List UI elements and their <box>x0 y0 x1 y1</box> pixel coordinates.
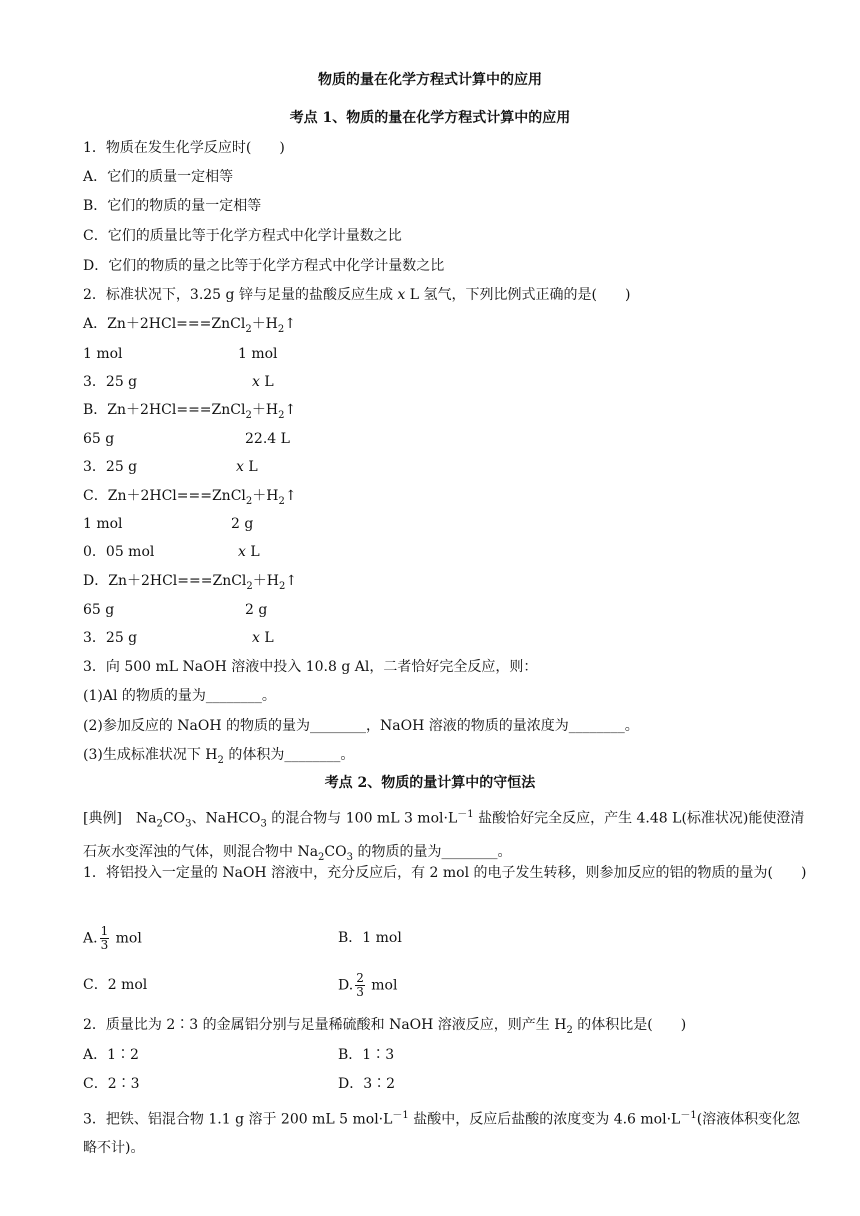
equation-subscript: 2 <box>279 580 286 592</box>
q1-option-a: A．它们的质量一定相等 <box>83 169 234 185</box>
q2-c-label: C． <box>83 488 108 504</box>
q2-a-label: A． <box>83 316 108 332</box>
subscript: 3 <box>346 852 353 864</box>
q3-stem: 3．向 500 mL NaOH 溶液中投入 10.8 g Al，二者恰好完全反应，则： <box>83 659 538 675</box>
practice-3-stem <box>83 1102 813 1162</box>
practice-2-option-c: C．2∶3 <box>83 1076 140 1092</box>
equation-text: ＋H <box>252 573 280 589</box>
practice-2-option-b: B．1∶3 <box>338 1047 395 1063</box>
q2-stem <box>83 285 630 305</box>
text: 的体积为________。 <box>223 747 355 763</box>
q2-c-row1-right: 2 g <box>231 516 254 532</box>
q2-option-a-equation <box>83 314 296 340</box>
subscript: 3 <box>185 818 192 830</box>
var-x: x <box>238 544 246 560</box>
equation-subscript: 2 <box>246 580 253 592</box>
numerator: 2 <box>356 971 364 985</box>
subscript: 2 <box>217 754 224 766</box>
text: 3．把铁、铝混合物 1.1 g 溶于 200 mL 5 mol·L <box>83 1111 393 1128</box>
section-heading-2: 考点 2、物质的量计算中的守恒法 <box>324 775 536 791</box>
q2-a-row1-right: 1 mol <box>238 346 278 362</box>
practice-1-option-c: C．2 mol <box>83 977 148 993</box>
subscript: 2 <box>156 818 163 830</box>
equation-text: ＋H <box>252 488 279 504</box>
fraction <box>355 972 365 999</box>
unit: mol <box>366 977 398 994</box>
text: 、NaHCO <box>191 810 261 827</box>
var-x: x <box>236 459 244 475</box>
q2-option-d-equation <box>83 571 297 597</box>
text: 的物质的量为________。 <box>353 844 512 861</box>
q2-d-row2-right <box>252 628 274 648</box>
subscript: 2 <box>318 852 325 864</box>
q2-b-row2-right <box>236 457 258 477</box>
equation-subscript: 2 <box>245 495 253 507</box>
q2-option-c-equation <box>83 486 297 512</box>
denominator: 3 <box>100 938 109 952</box>
q3-part-3 <box>83 745 354 771</box>
practice-1-option-a <box>83 925 142 952</box>
text: 的混合物与 100 mL 3 mol·L <box>266 810 458 827</box>
var-x: x <box>252 630 260 646</box>
equation-text: ＋H <box>251 316 278 332</box>
unit: L <box>248 459 258 475</box>
q2-c-row2-right <box>238 542 260 562</box>
q2-c-row1-left: 1 mol <box>83 516 123 532</box>
q2-a-row2-right <box>252 372 274 392</box>
q2-option-b-equation <box>83 400 296 426</box>
practice-1-option-b: B．1 mol <box>338 930 402 946</box>
equation-text: Zn＋2HCl===ZnCl <box>108 573 247 589</box>
text: CO <box>324 844 347 861</box>
q2-stem-pre: 2．标准状况下，3.25 g 锌与足量的盐酸反应生成 <box>83 287 398 303</box>
unit: mol <box>111 930 142 947</box>
equation-text: Zn＋2HCl===ZnCl <box>107 488 246 504</box>
q2-b-label: B． <box>83 402 108 418</box>
subscript: 3 <box>260 818 267 830</box>
q2-a-row1-left: 1 mol <box>83 346 123 362</box>
gas-arrow-icon: ↑ <box>284 316 297 332</box>
equation-subscript: 2 <box>278 409 285 421</box>
unit: L <box>264 374 274 390</box>
text: [典例] Na <box>83 810 157 827</box>
q2-stem-post: L 氢气，下列比例式正确的是( ) <box>405 287 631 303</box>
q1-option-c: C．它们的质量比等于化学方程式中化学计量数之比 <box>83 228 402 244</box>
unit: L <box>250 544 260 560</box>
equation-text: ＋H <box>251 402 279 418</box>
gas-arrow-icon: ↑ <box>284 402 297 418</box>
q2-d-row2-left: 3．25 g <box>83 630 138 646</box>
q3-part-2: (2)参加反应的 NaOH 的物质的量为________，NaOH 溶液的物质的量浓度为________。 <box>83 718 639 734</box>
text: 的体积比是( ) <box>572 1017 687 1033</box>
equation-subscript: 2 <box>277 323 285 335</box>
superscript: －1 <box>392 1110 409 1121</box>
numerator: 1 <box>100 924 109 938</box>
option-label: A. <box>83 930 98 947</box>
q2-c-row2-left: 0．05 mol <box>83 544 155 560</box>
practice-1-option-d <box>338 972 397 999</box>
q2-d-label: D． <box>83 573 109 589</box>
unit: L <box>264 630 274 646</box>
q2-b-row1-left: 65 g <box>83 431 115 447</box>
text: 2．质量比为 2∶3 的金属铝分别与足量稀硫酸和 NaOH 溶液反应，则产生 H <box>83 1017 567 1033</box>
superscript: －1 <box>457 809 474 820</box>
text: CO <box>162 810 186 827</box>
q2-d-row1-left: 65 g <box>83 602 115 618</box>
superscript: －1 <box>680 1110 697 1121</box>
text: 盐酸中，反应后盐酸的浓度变为 4.6 mol·L <box>408 1111 681 1128</box>
q1-option-b: B．它们的物质的量一定相等 <box>83 198 262 214</box>
practice-2-option-d: D．3∶2 <box>338 1076 396 1092</box>
option-label: D. <box>338 977 354 994</box>
fraction <box>100 925 110 952</box>
text: 盐酸恰好完全反应，产生 4.48 L(标准状况)能使澄清石灰水变浑浊的气体，则混合物中 Na <box>83 810 805 861</box>
q1-stem: 1．物质在发生化学反应时( ) <box>83 140 285 156</box>
subscript: 2 <box>566 1024 573 1036</box>
gas-arrow-icon: ↑ <box>284 488 297 504</box>
equation-text: Zn＋2HCl===ZnCl <box>107 316 246 332</box>
q2-a-row2-left: 3．25 g <box>83 374 138 390</box>
equation-subscript: 2 <box>278 495 285 507</box>
q2-stem-var: x <box>397 287 406 303</box>
section-heading-1: 考点 1、物质的量在化学方程式计算中的应用 <box>289 110 571 126</box>
q2-d-row1-right: 2 g <box>245 602 268 618</box>
q3-part-1: (1)Al 的物质的量为________。 <box>83 688 276 704</box>
q2-b-row2-left: 3．25 g <box>83 459 138 475</box>
text: (溶液体积变化忽略不计)。 <box>83 1111 801 1156</box>
text: (3)生成标准状况下 H <box>83 747 218 763</box>
q2-b-row1-right: 22.4 L <box>245 431 290 447</box>
document-title: 物质的量在化学方程式计算中的应用 <box>318 72 542 88</box>
equation-subscript: 2 <box>245 323 252 335</box>
denominator: 3 <box>356 985 364 999</box>
practice-2-stem <box>83 1015 686 1041</box>
practice-1-stem: 1．将铝投入一定量的 NaOH 溶液中，充分反应后，有 2 mol 的电子发生转移，则参加反应的铝的物质的量为( ) <box>83 865 807 881</box>
gas-arrow-icon: ↑ <box>285 573 298 589</box>
var-x: x <box>252 374 260 390</box>
equation-subscript: 2 <box>245 409 252 421</box>
equation-text: Zn＋2HCl===ZnCl <box>107 402 246 418</box>
practice-2-option-a: A．1∶2 <box>83 1047 139 1063</box>
q1-option-d: D．它们的物质的量之比等于化学方程式中化学计量数之比 <box>83 258 445 274</box>
